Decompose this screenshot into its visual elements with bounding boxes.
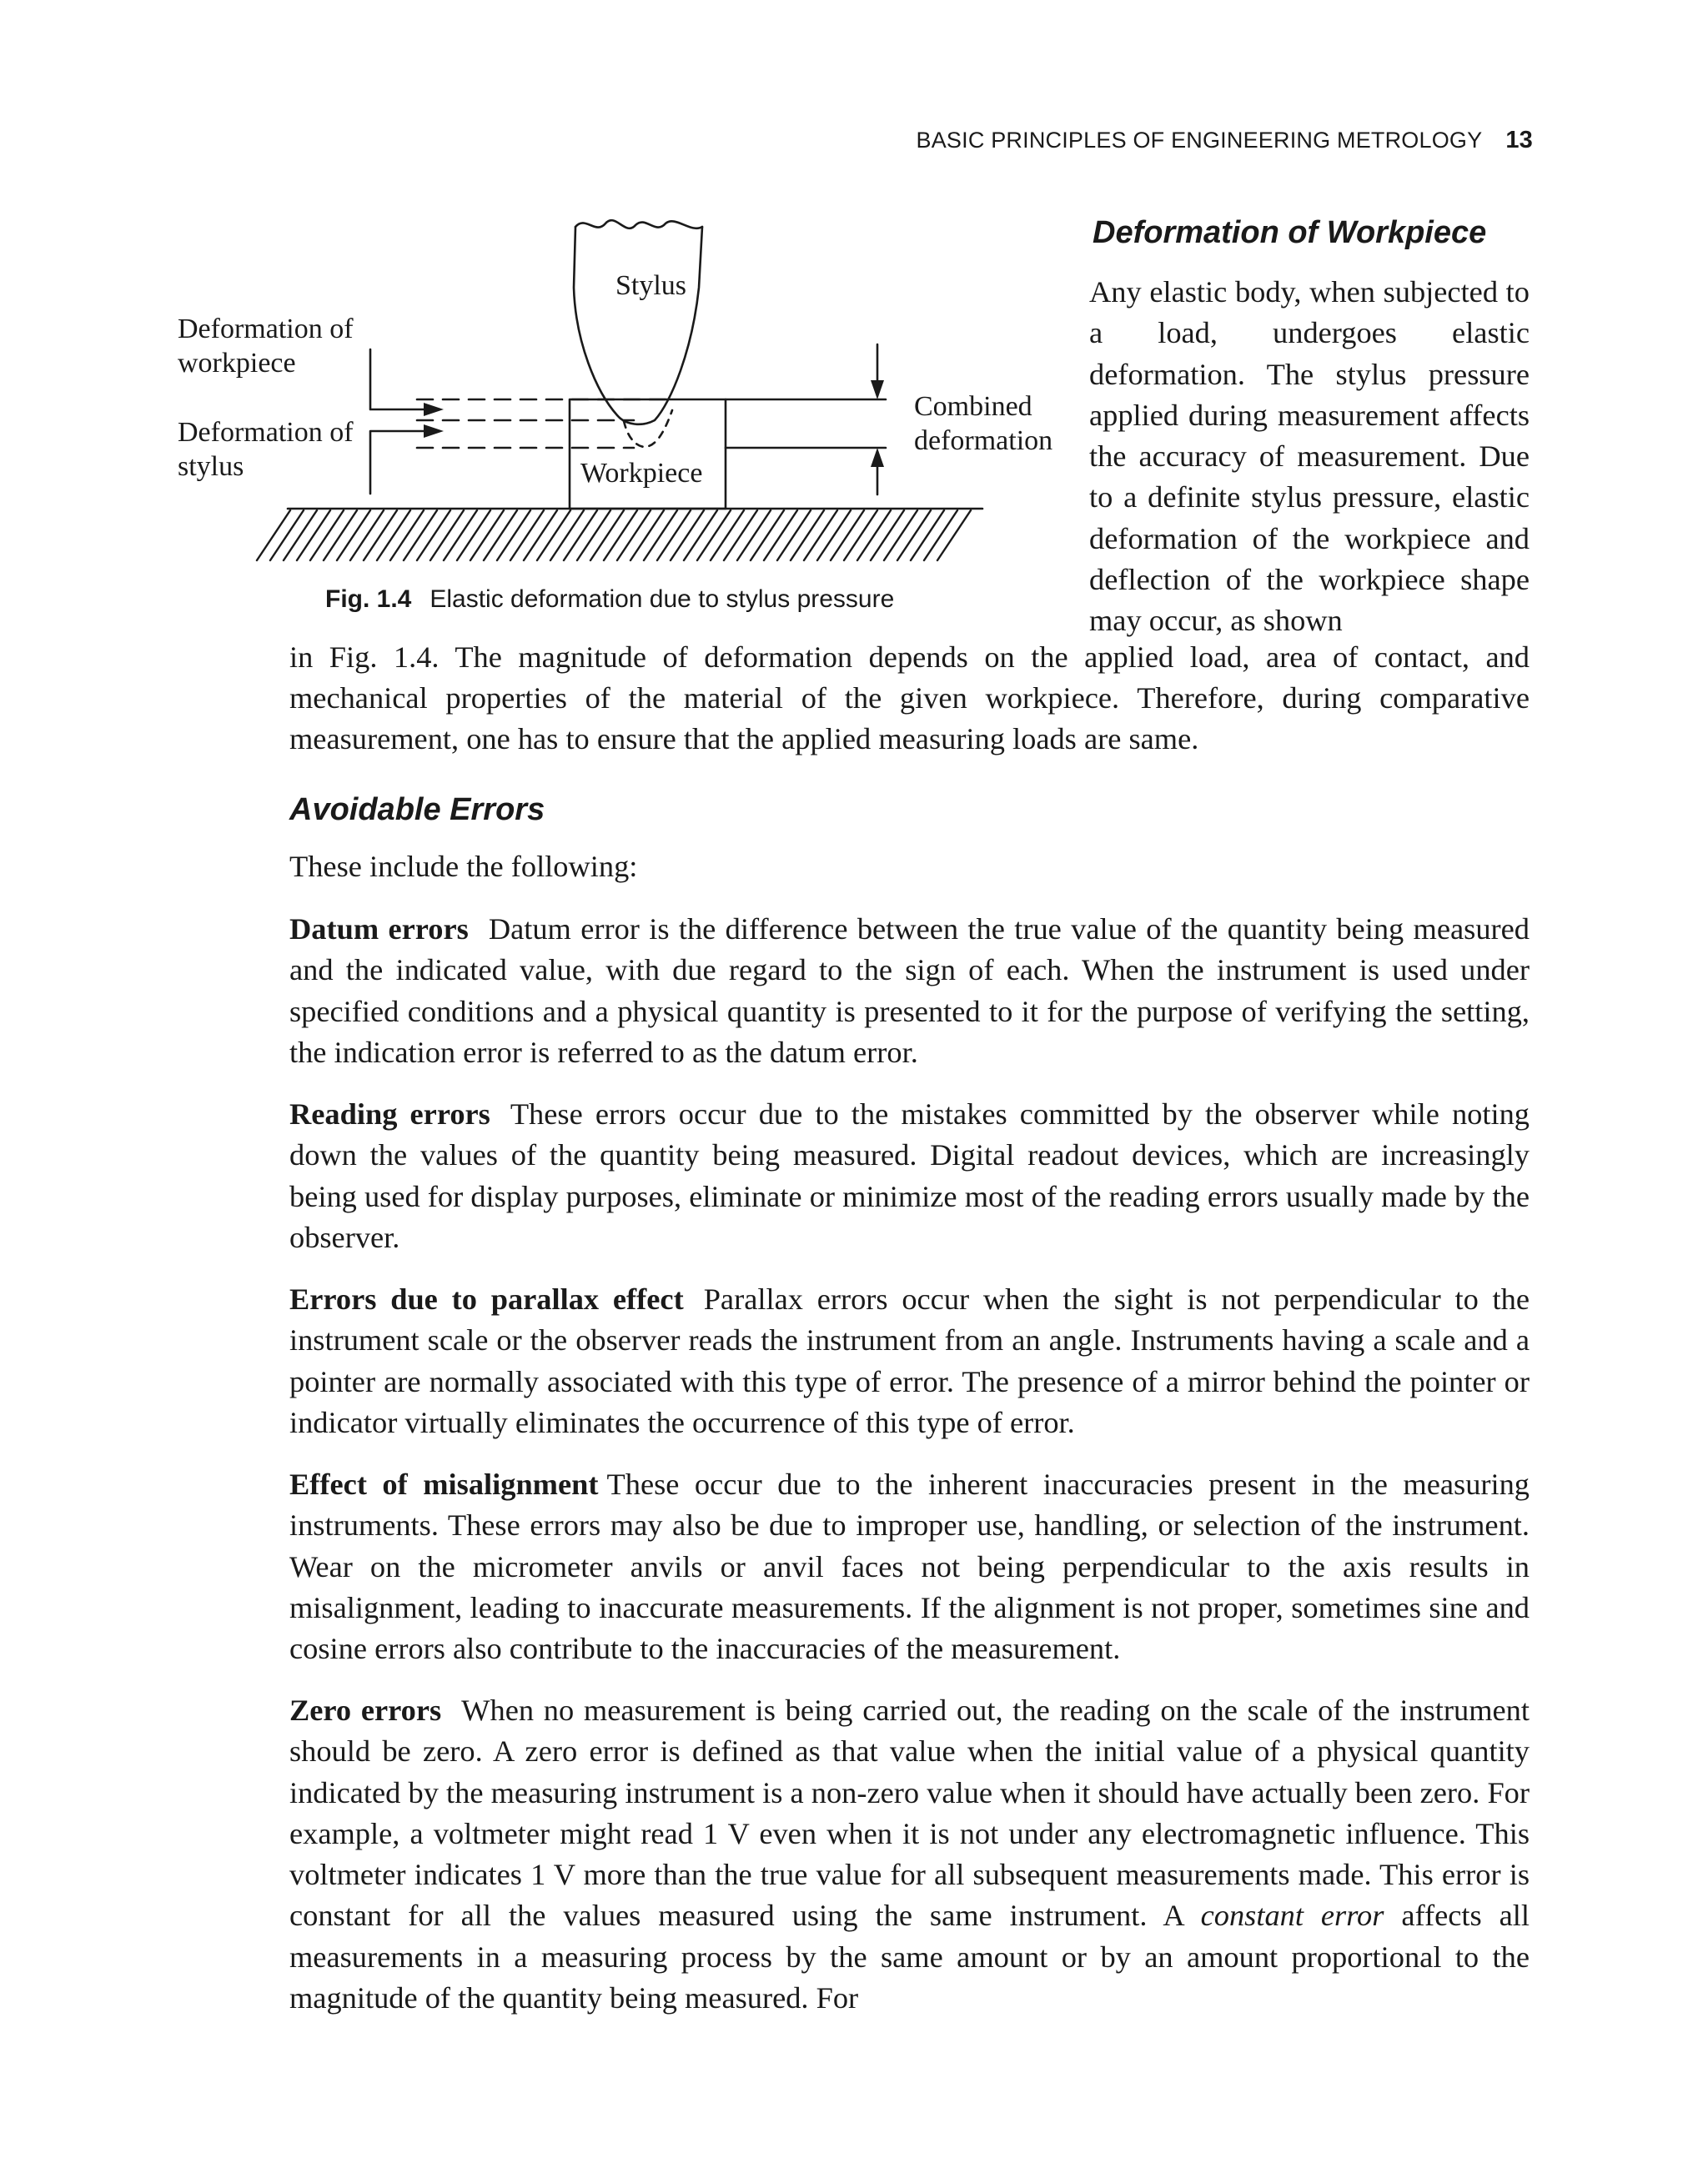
constant-error-term: constant error: [1200, 1899, 1384, 1933]
hatch-line: [831, 510, 864, 560]
parallax-errors-paragraph: [289, 1279, 1530, 1443]
hatch-line: [324, 510, 357, 560]
hatch-line: [444, 510, 477, 560]
hatch-line: [857, 510, 891, 560]
hatch-line: [711, 510, 744, 560]
hatch-line: [310, 510, 344, 560]
hatch-line: [430, 510, 464, 560]
hatch-line: [537, 510, 570, 560]
reading-errors-text: These errors occur due to the mistakes committed by the observer while noting down the values of the quantity being measured. Digital readout devices, which are increasingly being used for display purposes, eliminate or minimize most of the reading errors usually made by the observer.: [289, 1097, 1530, 1254]
datum-errors-term: Datum errors: [289, 912, 469, 946]
hatch-line: [604, 510, 637, 560]
label-workpiece: Workpiece: [580, 458, 703, 489]
misalignment-text: These occur due to the inherent inaccuracies present in the measuring instruments. These errors may also be due to improper use, handling, or selection of the instrument. Wear on the micrometer anvils or anvil faces not being perpendicular to the axis results in misalignment, leading to inaccurate measurements. If the alignment is not proper, sometimes sine and cosine errors also contribute to the inaccuracies of the measurement.: [289, 1468, 1530, 1666]
hatch-line: [764, 510, 797, 560]
hatch-line: [484, 510, 517, 560]
label-deformation-workpiece: Deformation of workpiece: [178, 314, 354, 379]
misalignment-paragraph: [289, 1464, 1530, 1669]
hatch-line: [751, 510, 784, 560]
leader-deformation-stylus: [370, 431, 430, 494]
hatch-line: [791, 510, 824, 560]
arrowhead-workpiece: [424, 403, 444, 416]
hatch-line: [297, 510, 330, 560]
stylus-break-line: [575, 220, 702, 228]
indentation-dashed: [624, 410, 672, 447]
running-head: [917, 127, 1534, 154]
hatch-line: [350, 510, 384, 560]
hatch-line: [844, 510, 877, 560]
arrowhead-stylus: [424, 424, 444, 438]
figure-caption: [325, 585, 894, 614]
reading-errors-paragraph: [289, 1094, 1530, 1258]
hatch-line: [364, 510, 397, 560]
hatch-line: [817, 510, 851, 560]
hatch-line: [617, 510, 651, 560]
label-stylus: Stylus: [615, 270, 687, 301]
hatch-line: [470, 510, 504, 560]
page-number: 13: [1505, 127, 1533, 153]
hatch-line: [884, 510, 917, 560]
hatch-line: [697, 510, 731, 560]
deformation-line-2: mechanical properties of the material of the given workpiece. Therefore, during comparative: [289, 681, 1530, 715]
parallax-errors-term: Errors due to parallax effect: [289, 1282, 684, 1316]
deformation-line-3: measurement, one has to ensure that the applied measuring loads are same.: [289, 722, 1199, 755]
hatch-line: [337, 510, 370, 560]
reading-errors-term: Reading errors: [289, 1097, 490, 1131]
zero-errors-text-after: affects all measurements in a measuring process by the same amount or by an amount proportional to the magnitude of the quantity being measured. For: [289, 1899, 1530, 2015]
avoidable-errors-intro: These include the following:: [289, 850, 638, 883]
hatch-line: [497, 510, 530, 560]
hatch-line: [897, 510, 931, 560]
arrowhead-combined-top: [871, 380, 884, 399]
hatch-line: [417, 510, 450, 560]
hatch-line: [937, 510, 971, 560]
hatch-line: [257, 510, 290, 560]
hatch-line: [577, 510, 610, 560]
datum-errors-paragraph: [289, 909, 1530, 1073]
hatch-line: [630, 510, 664, 560]
zero-errors-text-before: When no measurement is being carried out, the reading on the scale of the instrument should be zero. A zero error is defined as that value when the initial value of a physical quantity indicated by the measuring instrument is a non-zero value when it should have actually been zero. For example, a voltmeter might read 1 V even when it is not under any electromagnetic influence. This voltmeter indicates 1 V more than the true value for all subsequent measurements made. This error is constant for all the values measured using the same instrument. A: [289, 1694, 1530, 1933]
figure-caption-text: Elastic deformation due to stylus pressure: [430, 585, 895, 613]
hatch-line: [550, 510, 584, 560]
leader-deformation-workpiece: [370, 349, 430, 409]
hatch-line: [590, 510, 624, 560]
hatch-line: [737, 510, 771, 560]
hatch-line: [924, 510, 957, 560]
hatch-line: [671, 510, 704, 560]
hatch-line: [404, 510, 437, 560]
arrowhead-combined-bottom: [871, 448, 884, 467]
workpiece-block: [570, 399, 726, 509]
hatch-line: [524, 510, 557, 560]
stylus-outline: [574, 227, 702, 424]
hatch-line: [284, 510, 317, 560]
figure-number: Fig. 1.4: [325, 585, 412, 613]
ground-hatching: [257, 510, 971, 560]
running-title: BASIC PRINCIPLES OF ENGINEERING METROLOGY: [916, 128, 1483, 153]
hatch-line: [804, 510, 837, 560]
hatch-line: [871, 510, 904, 560]
deformation-column-paragraph: Any elastic body, when subjected to a load, undergoes elastic deformation. The stylus pressure applied during measurement affects the accuracy of measurement. Due to a definite stylus pressure, elastic deformation of the workpiece and deflection of the workpiece shape may occur, as shown: [1089, 275, 1530, 638]
hatch-line: [911, 510, 944, 560]
hatch-line: [644, 510, 677, 560]
parallax-errors-text: Parallax errors occur when the sight is not perpendicular to the instrument scale or the observer reads the instrument from an angle. Instruments having a scale and a pointer are normally associated with this type of error. The presence of a mirror behind the pointer or indicator virtually eliminates the occurrence of this type of error.: [289, 1282, 1530, 1439]
hatch-line: [377, 510, 410, 560]
hatch-line: [457, 510, 490, 560]
deformation-line-1: in Fig. 1.4. The magnitude of deformation depends on the applied load, area of contact, and: [289, 640, 1530, 674]
heading-avoidable-errors: Avoidable Errors: [289, 792, 545, 827]
hatch-line: [564, 510, 597, 560]
zero-errors-term: Zero errors: [289, 1694, 442, 1727]
zero-errors-paragraph: [289, 1690, 1530, 2019]
hatch-line: [270, 510, 304, 560]
label-combined-deformation: Combined deformation: [914, 391, 1053, 456]
heading-deformation-of-workpiece: Deformation of Workpiece: [1093, 215, 1487, 250]
hatch-line: [510, 510, 544, 560]
datum-errors-text: Datum error is the difference between the true value of the quantity being measured and the indicated value, with due regard to the sign of each. When the instrument is used under specified conditions and a physical quantity is presented to it for the purpose of verifying the setting, the indication error is referred to as the datum error.: [289, 912, 1530, 1069]
label-deformation-stylus: Deformation of stylus: [178, 417, 354, 482]
hatch-line: [657, 510, 691, 560]
hatch-line: [684, 510, 717, 560]
misalignment-term: Effect of misalignment: [289, 1468, 599, 1501]
hatch-line: [724, 510, 757, 560]
hatch-line: [777, 510, 811, 560]
hatch-line: [390, 510, 424, 560]
